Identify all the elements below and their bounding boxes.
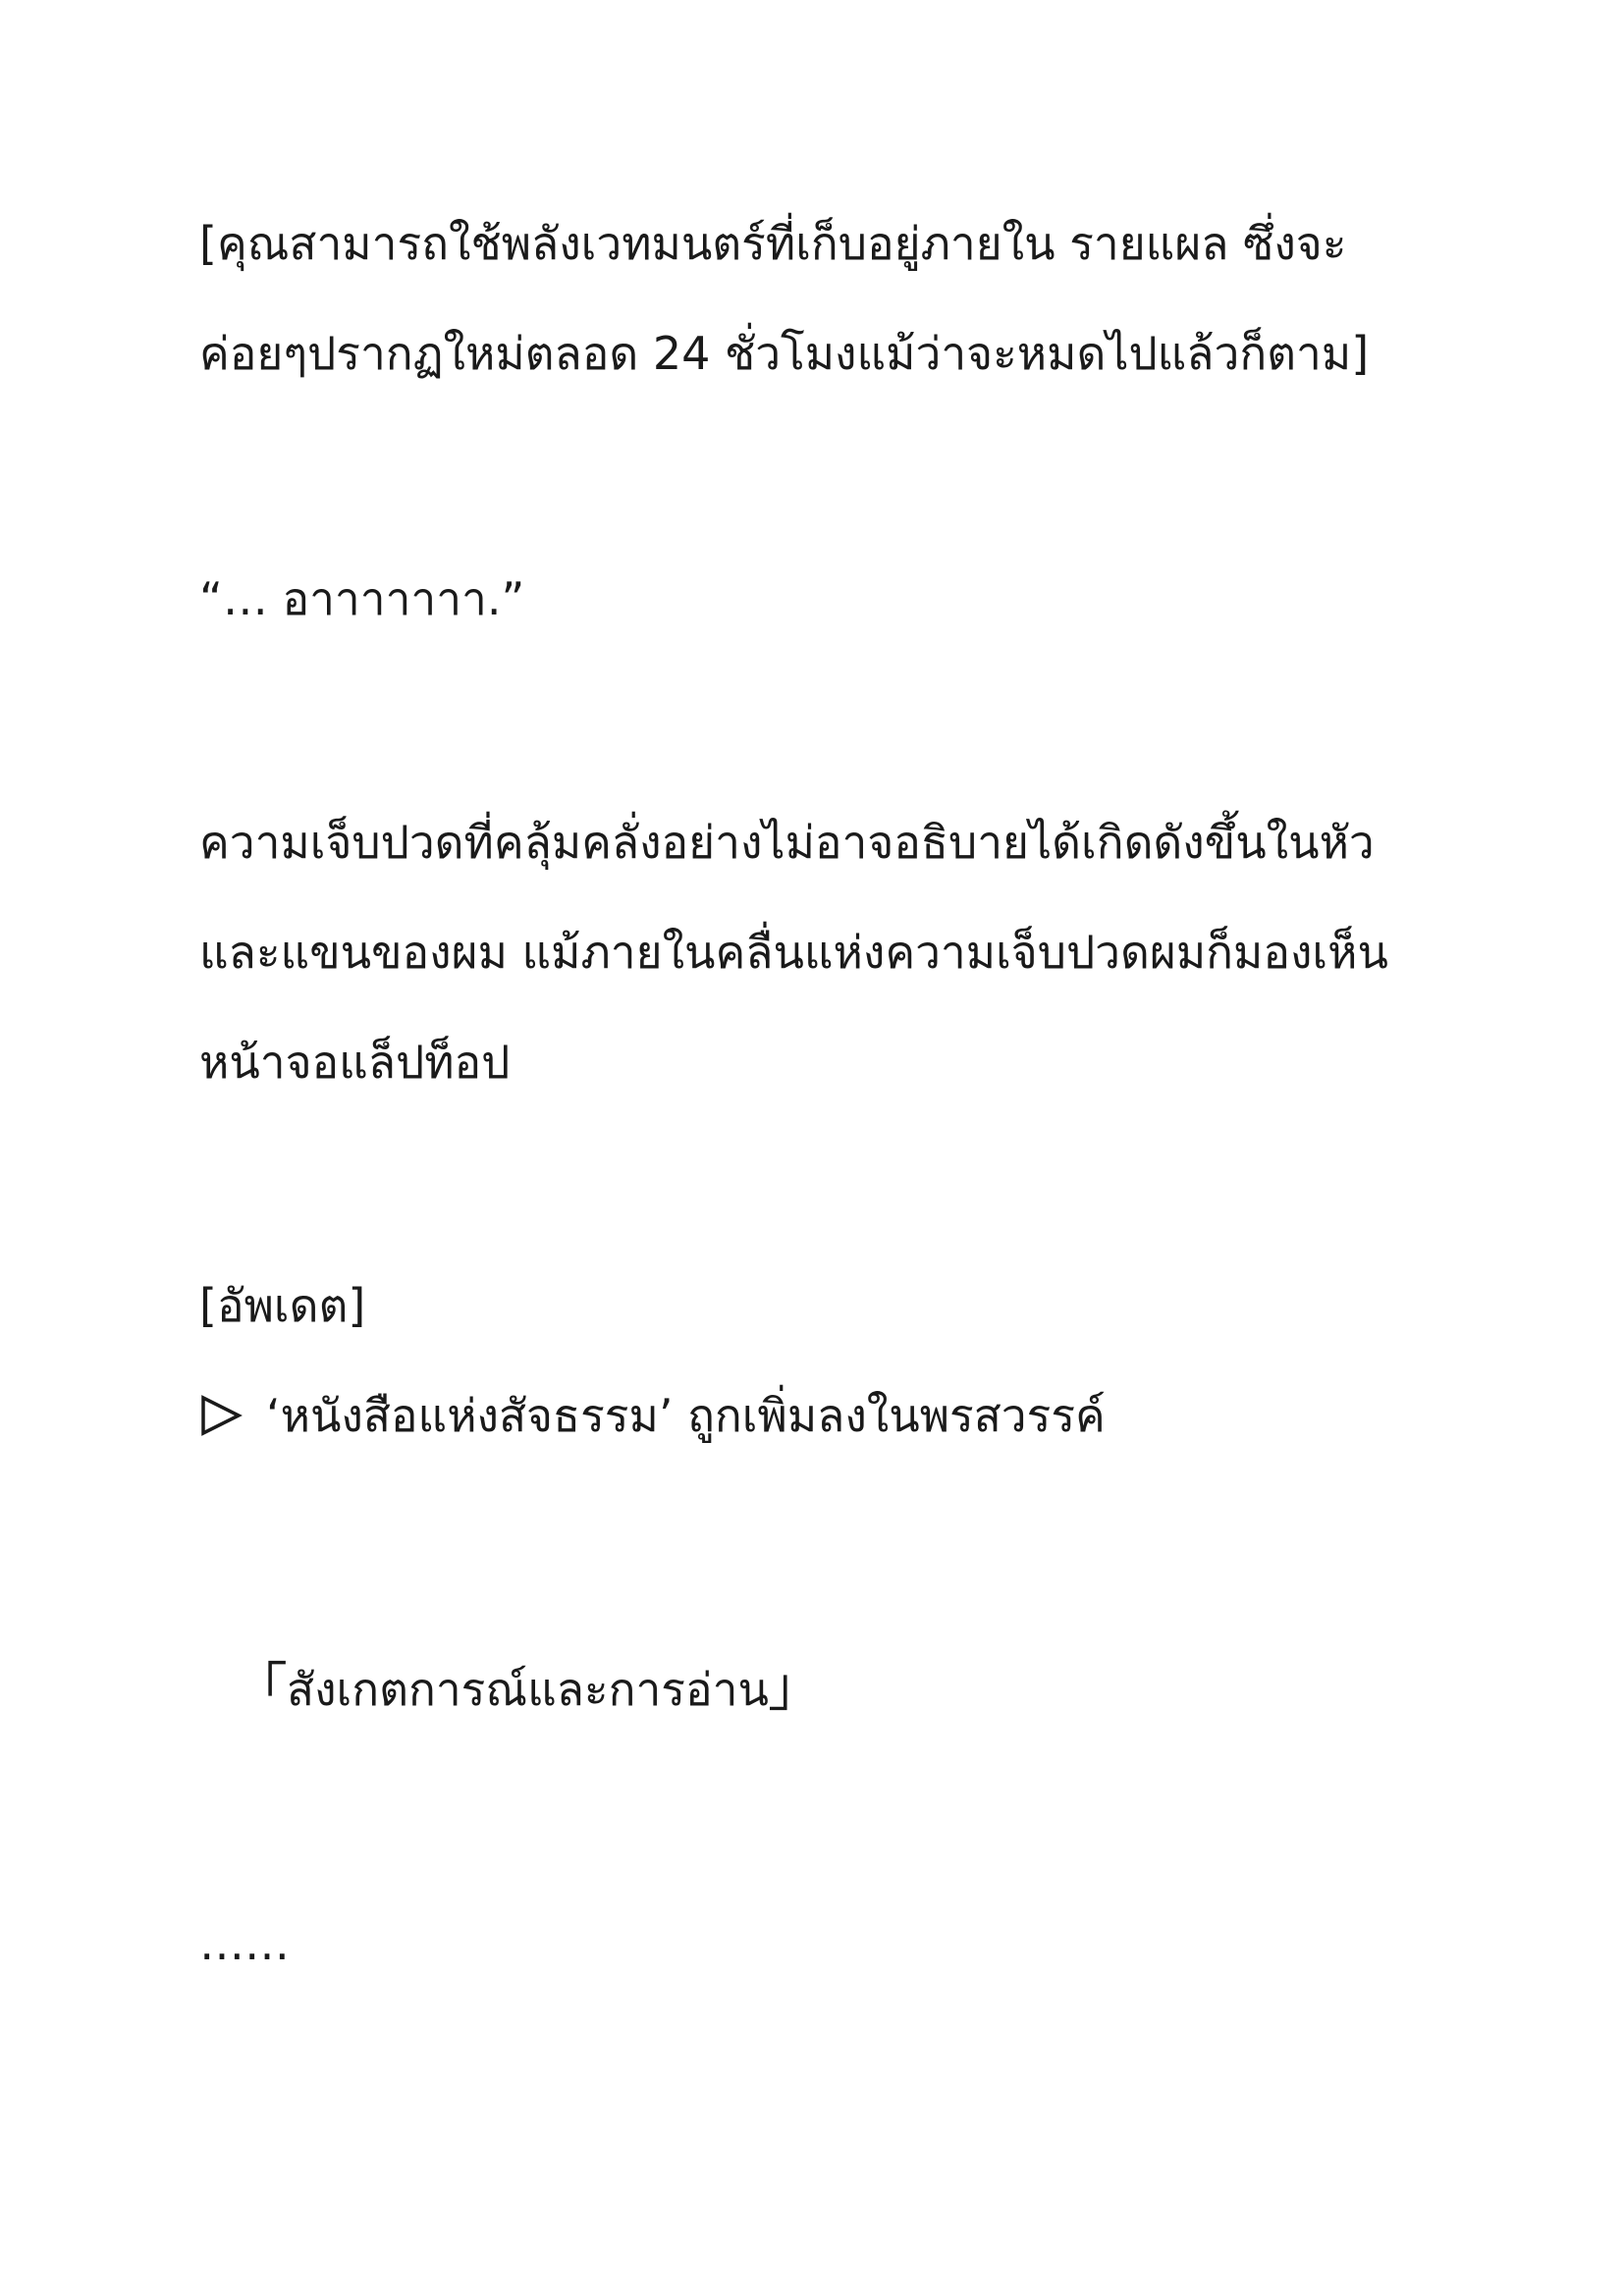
- triangle-right-outline-icon: [199, 1394, 243, 1437]
- skill-open-bracket: 「: [236, 1659, 288, 1718]
- skill-title: [236, 1659, 820, 1719]
- narration-line-3: หน้าจอแล็ปท็อป: [199, 1036, 511, 1089]
- update-item: [199, 1386, 1106, 1445]
- skill-close-bracket: 」: [768, 1659, 820, 1718]
- system-message-line-2: ค่อยๆปรากฏใหม่ตลอด 24 ชั่วโมงแม้ว่าจะหมดไปแล้วก็ตาม]: [199, 327, 1370, 380]
- system-message-line-1: [คุณสามารถใช้พลังเวทมนตร์ที่เก็บอยู่ภายใน รายแผล ซึ่งจะ: [199, 217, 1347, 270]
- dialogue-line: “… อาาาาาาา.”: [199, 572, 525, 625]
- narration-line-1: ความเจ็บปวดที่คลุ้มคลั่งอย่างไม่อาจอธิบายได้เกิดดังขึ้นในหัว: [199, 816, 1375, 869]
- ellipsis-line: ……: [199, 1917, 290, 1970]
- skill-name: สังเกตการณ์และการอ่าน: [287, 1663, 769, 1716]
- update-item-text: ‘หนังสือแห่งสัจธรรม’ ถูกเพิ่มลงในพรสวรรค์: [266, 1389, 1106, 1442]
- narration-line-2: และแขนของผม แม้ภายในคลื่นแห่งความเจ็บปวดผมก็มองเห็น: [199, 926, 1388, 979]
- update-header: [อัพเดต]: [199, 1279, 366, 1332]
